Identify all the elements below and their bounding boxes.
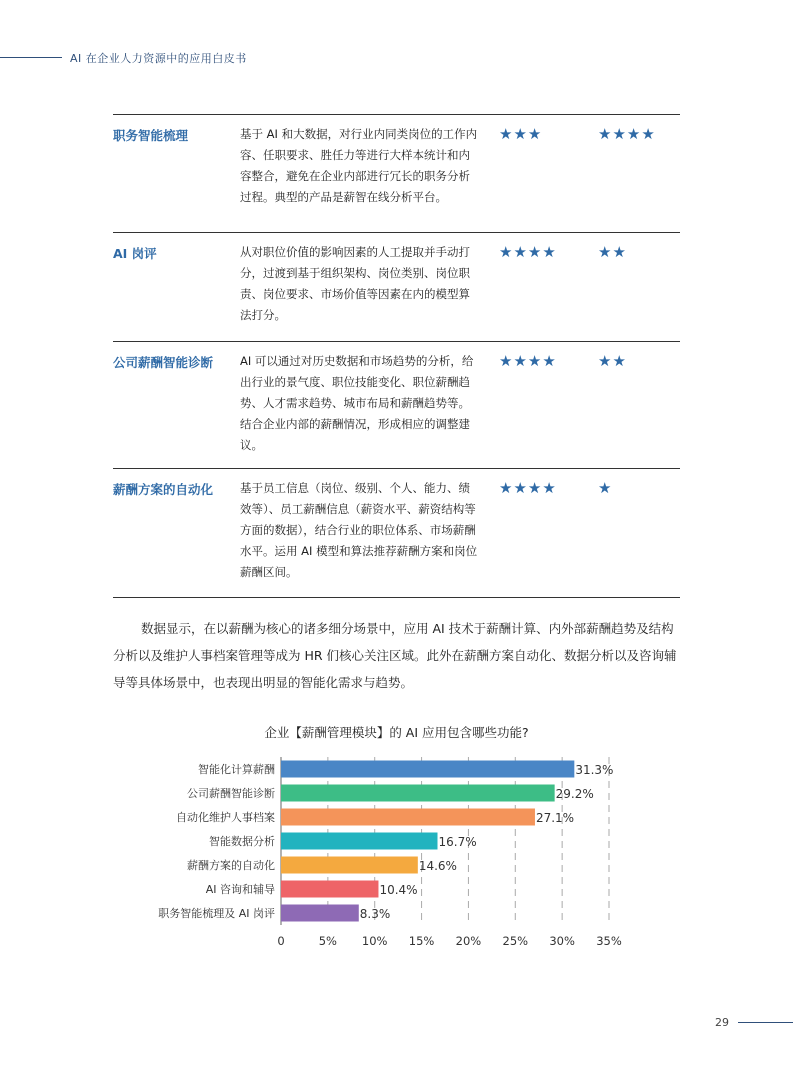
- data-label: 16.7%: [438, 835, 477, 849]
- data-label: 14.6%: [418, 859, 457, 873]
- data-label: 10.4%: [379, 883, 418, 897]
- bar-chart: [0, 745, 793, 955]
- x-tick-label: 15%: [408, 934, 435, 948]
- category-label: AI 咨询和辅导: [205, 883, 275, 896]
- table-row: [113, 114, 680, 232]
- row-name: AI 岗评: [113, 246, 157, 261]
- row-name: 公司薪酬智能诊断: [113, 355, 214, 370]
- bar: [281, 905, 359, 922]
- data-label: 29.2%: [555, 787, 594, 801]
- bar: [281, 857, 418, 874]
- chart-title: 企业【薪酬管理模块】的 AI 应用包含哪些功能?: [264, 725, 529, 740]
- star-rating-future: ★★: [598, 352, 627, 370]
- x-tick-label: 5%: [318, 934, 337, 948]
- star-rating-current: ★★★★: [499, 243, 557, 261]
- row-name: 薪酬方案的自动化: [113, 482, 214, 497]
- star-rating-future: ★: [598, 479, 613, 497]
- star-rating-current: ★★★: [499, 125, 543, 143]
- star-rating-future: ★★: [598, 243, 627, 261]
- bar: [281, 785, 555, 802]
- table-row: [113, 468, 680, 598]
- category-label: 智能化计算薪酬: [198, 763, 275, 776]
- category-label: 薪酬方案的自动化: [187, 859, 275, 872]
- x-tick-label: 25%: [502, 934, 529, 948]
- header-rule: [0, 57, 62, 58]
- category-label: 自动化维护人事档案: [176, 811, 275, 824]
- bar: [281, 833, 438, 850]
- category-label: 职务智能梳理及 AI 岗评: [158, 907, 275, 920]
- category-label: 智能数据分析: [209, 835, 275, 848]
- table-row: [113, 341, 680, 468]
- body-paragraph: 数据显示，在以薪酬为核心的诸多细分场景中，应用 AI 技术于薪酬计算、内外部薪酬趋势及结构分析以及维护人事档案管理等成为 HR 们核心关注区域。此外在薪酬方案自动化、数据分析以及咨询辅导等具体场景中，也表现出明显的智能化需求与趋势。: [113, 621, 677, 690]
- category-label: 公司薪酬智能诊断: [187, 787, 275, 800]
- row-desc: 从对职位价值的影响因素的人工提取并手动打分，过渡到基于组织架构、岗位类别、岗位职责、岗位要求、市场价值等因素在内的模型算法打分。: [240, 245, 470, 322]
- x-tick-label: 30%: [549, 934, 575, 948]
- page-number: 29: [715, 1016, 729, 1029]
- footer-rule: [738, 1022, 793, 1023]
- x-tick-label: 0: [277, 934, 285, 948]
- row-desc: 基于 AI 和大数据，对行业内同类岗位的工作内容、任职要求、胜任力等进行大样本统计和内容整合，避免在企业内部进行冗长的职务分析过程。典型的产品是薪智在线分析平台。: [240, 127, 478, 204]
- star-rating-current: ★★★★: [499, 479, 557, 497]
- header-title: AI 在企业人力资源中的应用白皮书: [70, 52, 247, 65]
- bar: [281, 809, 535, 826]
- data-label: 8.3%: [359, 907, 391, 921]
- x-tick-label: 35%: [596, 934, 622, 948]
- row-desc: AI 可以通过对历史数据和市场趋势的分析，给出行业的景气度、职位技能变化、职位薪酬趋势、人才需求趋势、城市布局和薪酬趋势等。结合企业内部的薪酬情况，形成相应的调整建议。: [240, 354, 474, 452]
- bar: [281, 881, 378, 898]
- row-desc: 基于员工信息（岗位、级别、个人、能力、绩效等）、员工薪酬信息（薪资水平、薪资结构等方面的数据），结合行业的职位体系、市场薪酬水平。运用 AI 模型和算法推荐薪酬方案和岗位薪酬区间。: [240, 481, 478, 579]
- data-label: 31.3%: [575, 763, 614, 777]
- table-row: [113, 232, 680, 341]
- x-tick-label: 10%: [361, 934, 388, 948]
- feature-table: [113, 114, 680, 598]
- x-tick-label: 20%: [455, 934, 482, 948]
- star-rating-future: ★★★★: [598, 125, 656, 143]
- data-label: 27.1%: [535, 811, 575, 825]
- row-name: 职务智能梳理: [113, 128, 189, 143]
- bar: [281, 761, 574, 778]
- star-rating-current: ★★★★: [499, 352, 557, 370]
